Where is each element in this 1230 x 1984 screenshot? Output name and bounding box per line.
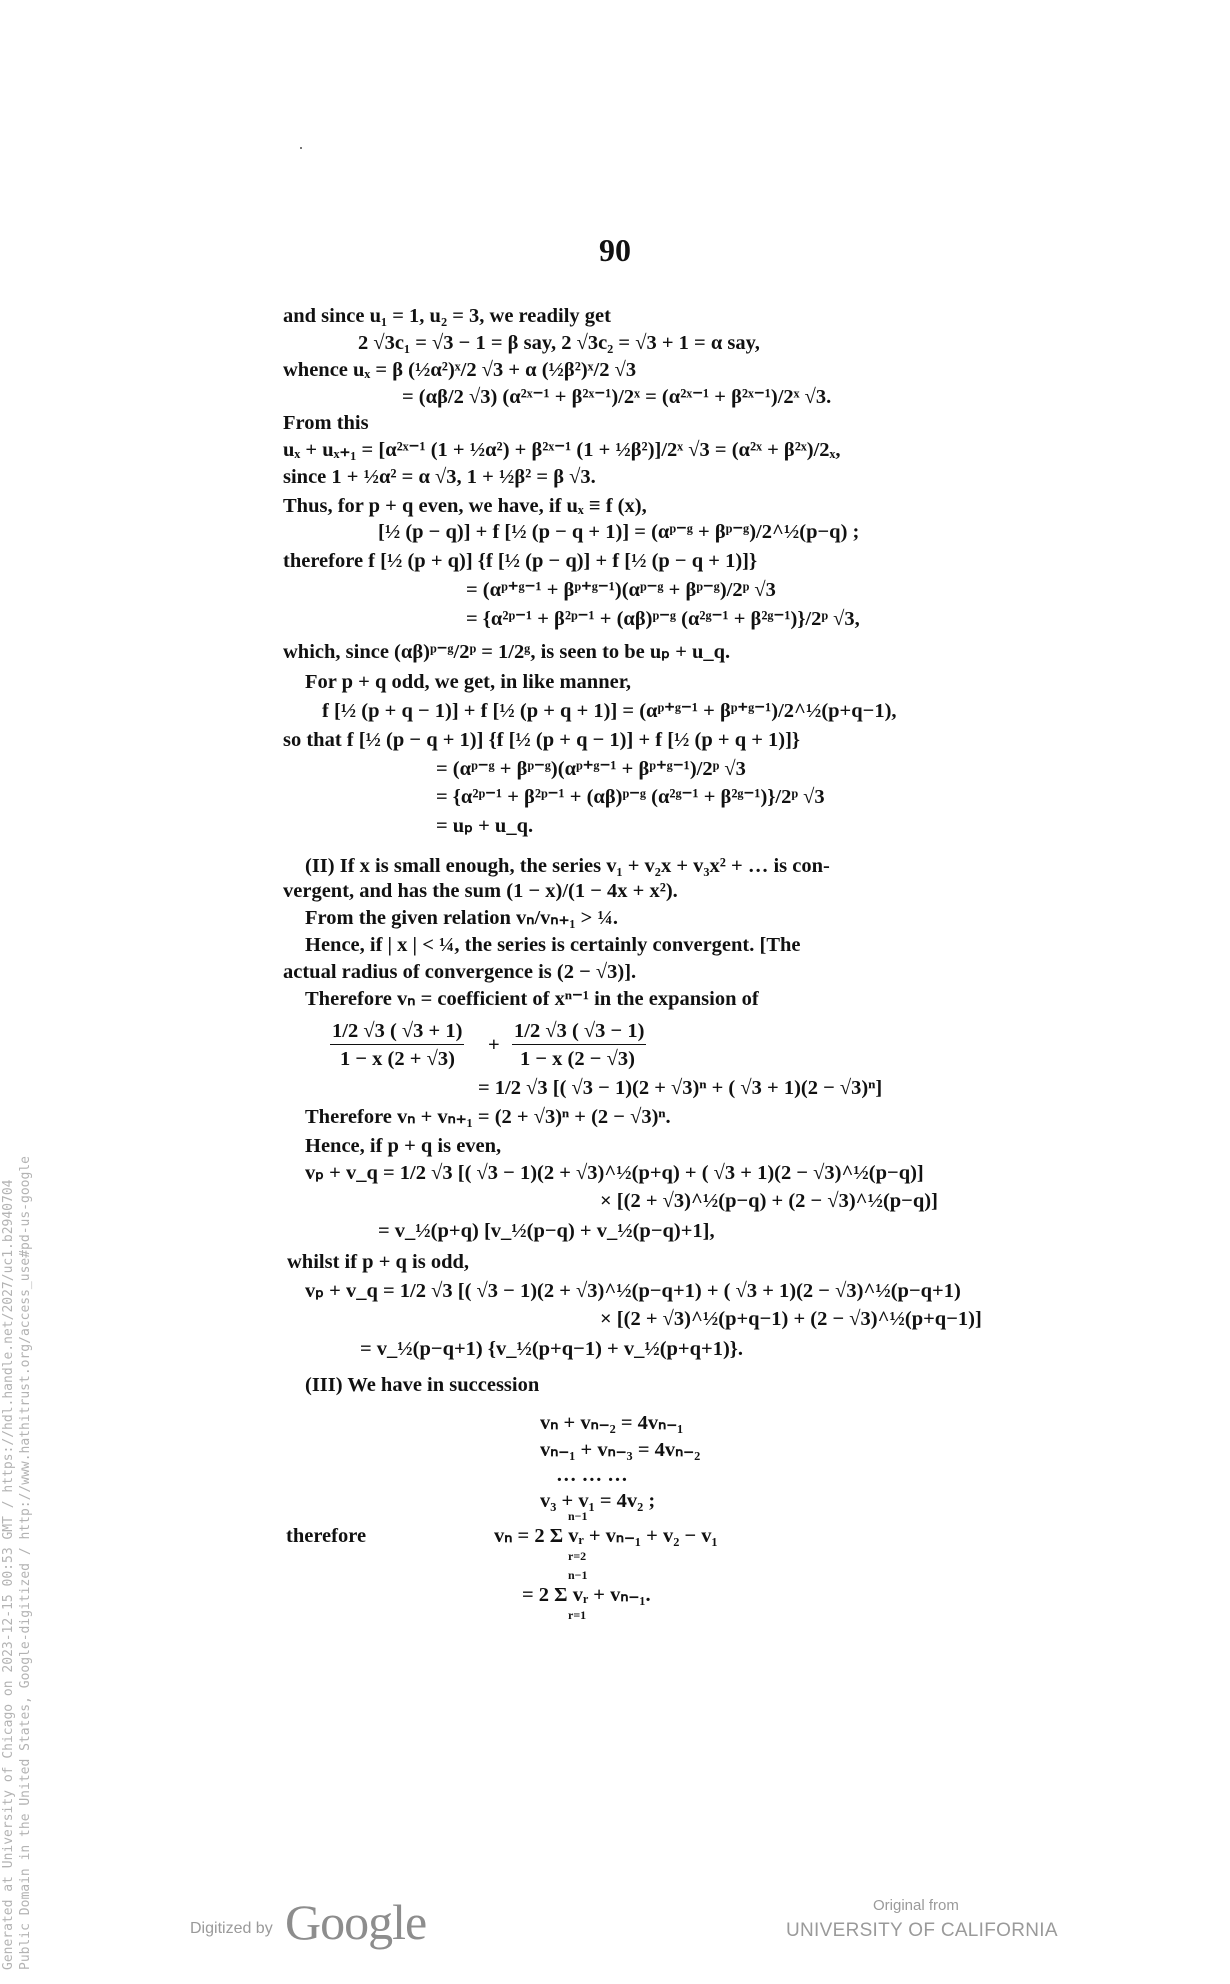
equation-line: so that f [½ (p − q + 1)] {f [½ (p + q − 1)] + f [½ (p + q + 1)]} — [283, 729, 801, 751]
sum-lower-limit: r=2 — [568, 1549, 587, 1563]
equation-line: [½ (p − q)] + f [½ (p − q + 1)] = (αᵖ⁻ᵍ + βᵖ⁻ᵍ)/2^½(p−q) ; — [378, 521, 860, 543]
equation-line: = {α²ᵖ⁻¹ + β²ᵖ⁻¹ + (αβ)ᵖ⁻ᵍ (α²ᵍ⁻¹ + β²ᵍ⁻¹)}/2ᵖ √3, — [466, 608, 860, 630]
text-line: vergent, and has the sum (1 − x)/(1 − 4x + x²). — [283, 880, 678, 902]
equation-line: = uₚ + u_q. — [436, 815, 534, 837]
equation-line: therefore f [½ (p + q)] {f [½ (p − q)] + f [½ (p − q + 1)]} — [283, 550, 758, 572]
google-logo: Google — [285, 1894, 427, 1950]
sum-lower-limit: r=1 — [568, 1608, 587, 1622]
equation-line: = 2 Σ vᵣ + vₙ₋₁. — [522, 1584, 651, 1606]
text-line: and since u₁ = 1, u₂ = 3, we readily get — [283, 305, 611, 327]
equation-line: 2 √3c₁ = √3 − 1 = β say, 2 √3c₂ = √3 + 1 = α say, — [358, 332, 760, 354]
equation-line: = (αβ/2 √3) (α²ˣ⁻¹ + β²ˣ⁻¹)/2ˣ = (α²ˣ⁻¹ + β²ˣ⁻¹)/2ˣ √3. — [402, 386, 832, 408]
university-label: UNIVERSITY OF CALIFORNIA — [786, 1920, 1058, 1941]
equation-line: since 1 + ½α² = α √3, 1 + ½β² = β √3. — [283, 466, 596, 488]
equation-line: = v_½(p+q) [v_½(p−q) + v_½(p−q)+1], — [378, 1220, 715, 1242]
ellipsis-line: … … … — [556, 1464, 628, 1486]
text-line: Hence, if | x | < ¼, the series is certainly convergent. [The — [305, 934, 801, 956]
text-line: therefore — [286, 1525, 367, 1547]
text-line: Thus, for p + q even, we have, if uₓ ≡ f (x), — [283, 495, 647, 517]
text-line: Hence, if p + q is even, — [305, 1135, 502, 1157]
text-line: actual radius of convergence is (2 − √3)]. — [283, 961, 637, 983]
equation-line: × [(2 + √3)^½(p−q) + (2 − √3)^½(p−q)] — [600, 1190, 938, 1212]
equation-line: = {α²ᵖ⁻¹ + β²ᵖ⁻¹ + (αβ)ᵖ⁻ᵍ (α²ᵍ⁻¹ + β²ᵍ⁻¹)}/2ᵖ √3 — [436, 786, 825, 808]
page-number: 90 — [599, 232, 631, 268]
equation-line: × [(2 + √3)^½(p+q−1) + (2 − √3)^½(p+q−1)] — [600, 1308, 982, 1330]
fraction-numerator: 1/2 √3 ( √3 + 1) — [330, 1018, 464, 1045]
equation-line: Therefore vₙ + vₙ₊₁ = (2 + √3)ⁿ + (2 − √3)ⁿ. — [305, 1106, 671, 1128]
equation-line: = v_½(p−q+1) {v_½(p+q−1) + v_½(p+q+1)}. — [360, 1338, 743, 1360]
watermark-line: Generated at University of Chicago on 2023-12-15 00:53 GMT / https://hdl.handle.net/2027/uc1.b2940704 — [1, 1179, 16, 1970]
text-line: (II) If x is small enough, the series v₁ + v₂x + v₃x² + … is con- — [305, 855, 830, 877]
text-line: For p + q odd, we get, in like manner, — [305, 671, 632, 693]
original-from-label: Original from — [873, 1897, 959, 1914]
speck-mark — [300, 147, 302, 149]
equation-line: vₙ₋₁ + vₙ₋₃ = 4vₙ₋₂ — [540, 1439, 701, 1461]
equation-line: = (αᵖ⁻ᵍ + βᵖ⁻ᵍ)(αᵖ⁺ᵍ⁻¹ + βᵖ⁺ᵍ⁻¹)/2ᵖ √3 — [436, 758, 746, 780]
equation-line: f [½ (p + q − 1)] + f [½ (p + q + 1)] = (αᵖ⁺ᵍ⁻¹ + βᵖ⁺ᵍ⁻¹)/2^½(p+q−1), — [322, 700, 897, 722]
sum-upper-limit: n−1 — [568, 1509, 588, 1523]
text-line: Therefore vₙ = coefficient of xⁿ⁻¹ in the expansion of — [305, 988, 759, 1010]
equation-line: = (αᵖ⁺ᵍ⁻¹ + βᵖ⁺ᵍ⁻¹)(αᵖ⁻ᵍ + βᵖ⁻ᵍ)/2ᵖ √3 — [466, 579, 776, 601]
equation-line: = 1/2 √3 [( √3 − 1)(2 + √3)ⁿ + ( √3 + 1)(2 − √3)ⁿ] — [478, 1077, 883, 1099]
access-watermark — [0, 1156, 34, 1984]
equation-line: vₙ = 2 Σ vᵣ + vₙ₋₁ + v₂ − v₁ — [494, 1525, 718, 1547]
text-line: From this — [283, 412, 369, 434]
text-line: whilst if p + q is odd, — [287, 1251, 470, 1273]
equation-line: vₚ + v_q = 1/2 √3 [( √3 − 1)(2 + √3)^½(p−q+1) + ( √3 + 1)(2 − √3)^½(p−q+1) — [305, 1280, 961, 1302]
equation-line: v₃ + v₁ = 4v₂ ; — [540, 1490, 656, 1512]
fraction-numerator: 1/2 √3 ( √3 − 1) — [512, 1018, 646, 1045]
digitized-by-label: Digitized by — [190, 1920, 273, 1937]
equation-line: vₚ + v_q = 1/2 √3 [( √3 − 1)(2 + √3)^½(p+q) + ( √3 + 1)(2 − √3)^½(p−q)] — [305, 1162, 924, 1184]
equation-line: whence uₓ = β (½α²)ˣ/2 √3 + α (½β²)ˣ/2 √3 — [283, 359, 637, 381]
text-line: which, since (αβ)ᵖ⁻ᵍ/2ᵖ = 1/2ᵍ, is seen to be uₚ + u_q. — [283, 641, 731, 663]
fraction-denominator: 1 − x (2 − √3) — [520, 1048, 635, 1070]
equation-line: vₙ + vₙ₋₂ = 4vₙ₋₁ — [540, 1412, 684, 1434]
watermark-line: Public Domain in the United States, Google-digitized / http://www.hathitrust.org/access_use#pd-us-google — [18, 1156, 33, 1970]
equation-line: uₓ + uₓ₊₁ = [α²ˣ⁻¹ (1 + ½α²) + β²ˣ⁻¹ (1 + ½β²)]/2ˣ √3 = (α²ˣ + β²ˣ)/2ₓ, — [283, 439, 841, 461]
sum-upper-limit: n−1 — [568, 1568, 588, 1582]
plus-sign: + — [488, 1034, 500, 1056]
text-line: From the given relation vₙ/vₙ₊₁ > ¼. — [305, 907, 618, 929]
text-line: (III) We have in succession — [305, 1374, 540, 1396]
fraction-denominator: 1 − x (2 + √3) — [340, 1048, 455, 1070]
